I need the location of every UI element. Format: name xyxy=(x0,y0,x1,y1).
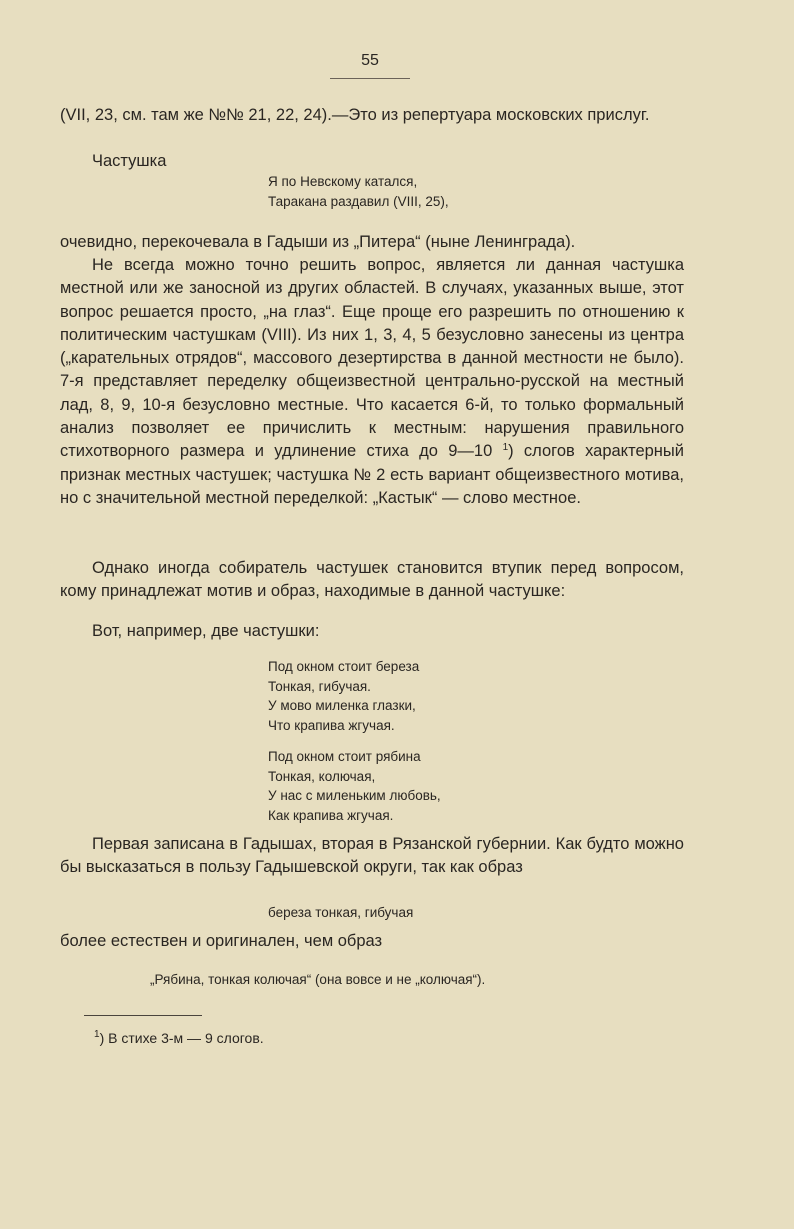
paragraph-3: очевидно, перекочевала в Гадыши из „Питера“ (ныне Ленинграда). xyxy=(60,233,576,251)
verse-line: Я по Невскому катался, xyxy=(268,174,418,189)
verse-bereza xyxy=(268,657,419,735)
quote-ryabina: „Рябина, тонкая колючая“ (она вовсе и не „колючая“). xyxy=(150,972,486,987)
paragraph-4-text: Не всегда можно точно решить вопрос, является ли данная частушка местной или же заносной из других областей. В случаях, указанных выше, этот вопрос решается просто, „на глаз“. Еще проще его разрешить по отношению к политическим частушкам (VIII). Из них 1, 3, 4, 5 безусловно занесены из центра („карательных отрядов“, массового дезертирства в данной местности не было). 7-я представляет переделку общеизвестной центрально-русской на местный лад, 8, 9, 10-я безусловно местные. Что касается 6-й, то только формальный анализ позволяет ее причислить к местным: нарушения правильного стихотворного размера и удлинение стиха до 9—10 xyxy=(60,256,684,461)
paragraph-8: более естествен и оригинален, чем образ xyxy=(60,932,383,950)
verse-line: Тонкая, колючая, xyxy=(268,768,376,784)
paragraph-1: (VII, 23, см. там же №№ 21, 22, 24).—Это из репертуара московских прислуг. xyxy=(60,106,650,124)
footnote-rule xyxy=(84,1015,202,1016)
quote-bereza: береза тонкая, гибучая xyxy=(268,905,414,920)
verse-ryabina xyxy=(268,747,441,825)
verse-line: Под окном стоит рябина xyxy=(268,749,421,764)
verse-line: Таракана раздавил (VIII, 25), xyxy=(268,193,449,209)
verse-line: Под окном стоит береза xyxy=(268,659,420,674)
paragraph-4: Не всегда можно точно решить вопрос, является ли данная частушка местной или же заносной из других областей. В случаях, указанных выше, этот вопрос решается просто, „на глаз“. Еще проще его разрешить по отношению к политическим частушкам (VIII). Из них 1, 3, 4, 5 безусловно занесены из центра („карательных отрядов“, массового дезертирства в данной местности не было). 7-я представляет переделку общеизвестной центрально-русской на местный лад, 8, 9, 10-я безусловно местные. Что касается 6-й, то только формальный анализ позволяет ее причислить к местным: нарушения правильного стихотворного размера и удлинение стиха до 9—10 $^1$) слогов характерный признак местных частушек; частушка № 2 есть вариант общеизвестного мотива, но с значительной местной переделкой: „Кастык“ — слово местное. xyxy=(60,256,684,507)
verse-line: У мово миленка глазки, xyxy=(268,698,416,713)
paragraph-7: Первая записана в Гадышах, вторая в Рязанской губернии. Как будто можно бы высказаться в пользу Гадышевской округи, так как образ xyxy=(60,835,684,877)
footnote xyxy=(94,1030,264,1046)
verse-line: У нас с миленьким любовь, xyxy=(268,788,441,803)
paragraph-4-text-cont: слогов характерный признак местных частушек; частушка № 2 есть вариант общеизвестного мотива, но с значительной местной переделкой: „Кастык“ — слово местное. xyxy=(60,442,684,507)
verse-line: Тонкая, гибучая. xyxy=(268,678,371,694)
page-number-rule xyxy=(330,78,410,79)
verse-line: Что крапива жгучая. xyxy=(268,717,395,733)
page-number: 55 xyxy=(361,52,379,69)
verse-nevsky xyxy=(268,172,449,211)
footnote-marker: 1 xyxy=(94,1029,100,1040)
footnote-text: ) В стихе 3-м — 9 слогов. xyxy=(99,1030,264,1046)
paragraph-5: Однако иногда собиратель частушек становится втупик перед вопросом, кому принадлежат мотив и образ, находимые в данной частушке: xyxy=(60,559,684,601)
footnote-ref: 1 xyxy=(502,442,509,454)
verse-line: Как крапива жгучая. xyxy=(268,807,394,823)
paragraph-2: Частушка xyxy=(92,152,167,170)
paragraph-6: Вот, например, две частушки: xyxy=(92,622,320,640)
